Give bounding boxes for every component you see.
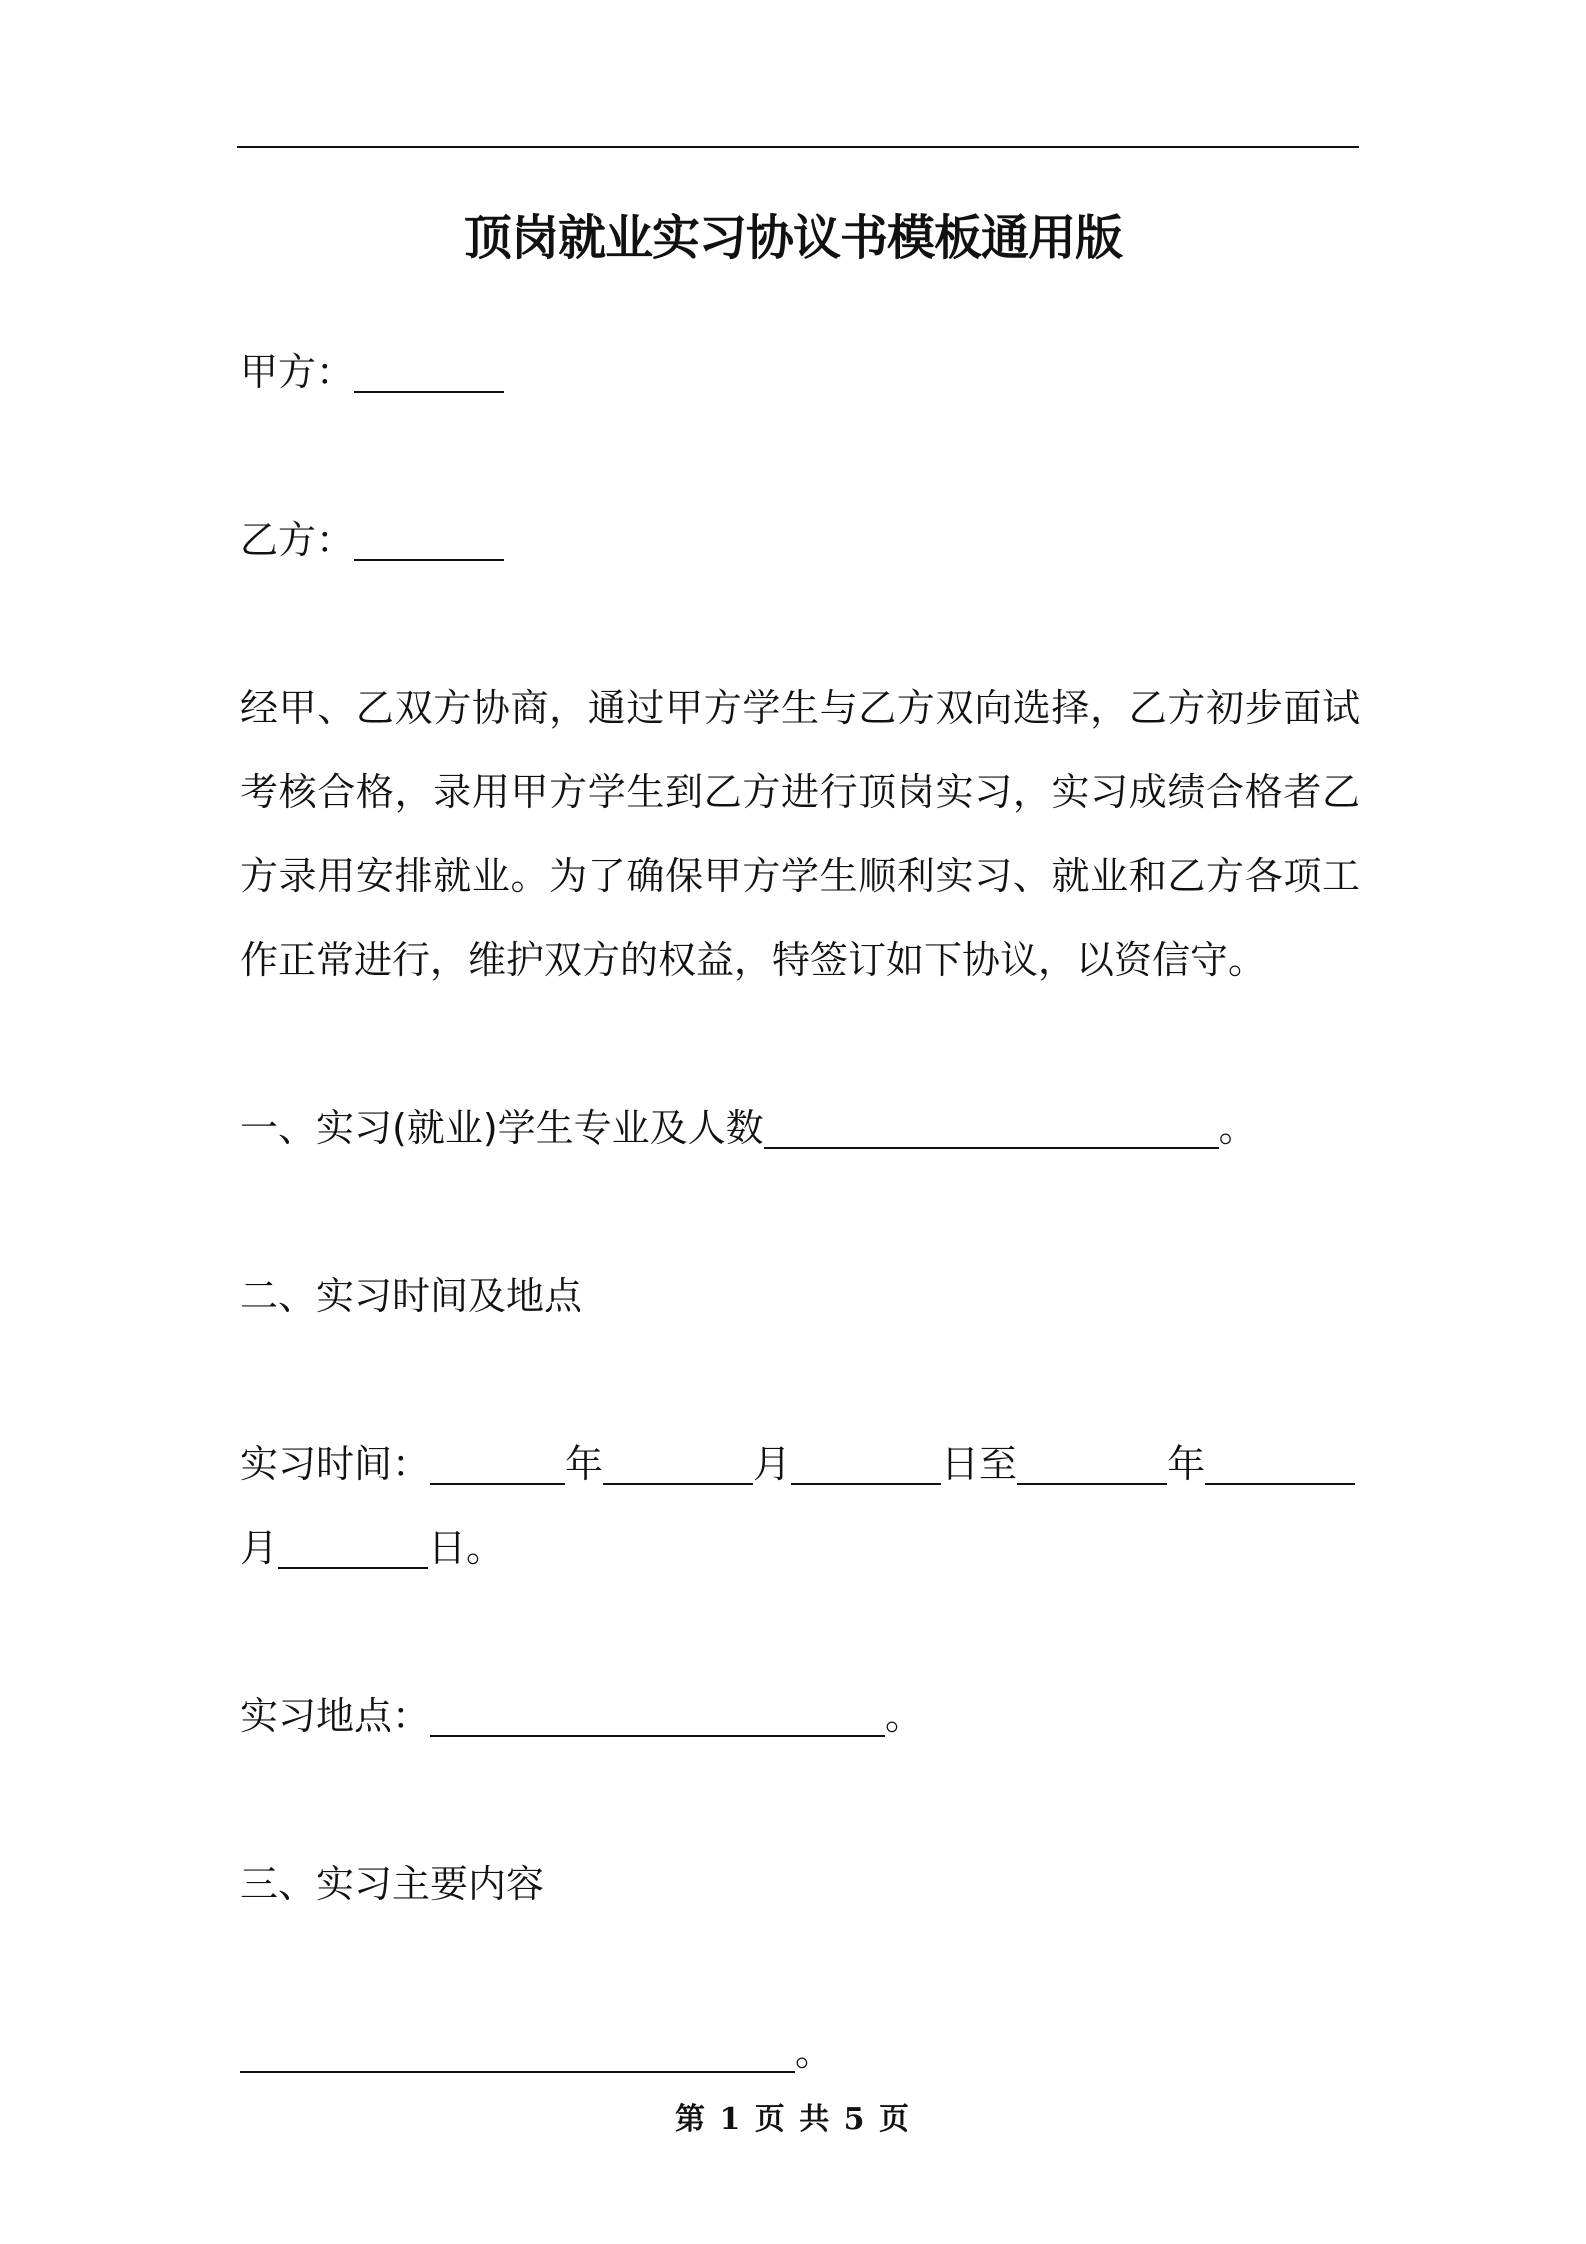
end-year-unit: 年 [1167,1442,1206,1486]
party-b-blank[interactable] [354,519,504,561]
start-day-blank[interactable] [791,1443,941,1485]
section-1-line [240,1086,1257,1170]
section-1-period: 。 [1218,1106,1257,1150]
start-year-blank[interactable] [430,1443,565,1485]
end-year-blank[interactable] [1017,1443,1167,1485]
student-count-blank[interactable] [764,1107,1219,1149]
place-label: 实习地点： [240,1694,431,1738]
header-rule [237,146,1359,148]
start-month-unit: 月 [753,1442,792,1486]
content-line [240,2010,833,2094]
party-a-label: 甲方： [240,350,355,394]
document-title: 顶岗就业实习协议书模板通用版 [463,210,1122,266]
time-label: 实习时间： [240,1442,431,1486]
start-month-blank[interactable] [603,1443,753,1485]
end-month-blank-part[interactable] [1205,1443,1355,1485]
party-a-line [240,330,504,414]
internship-time-line-1 [240,1422,1355,1506]
internship-time-line-2 [240,1506,504,1590]
start-day-unit: 日至 [941,1442,1018,1486]
place-blank[interactable] [430,1695,885,1737]
party-a-blank[interactable] [354,351,504,393]
section-3-heading: 三、实习主要内容 [240,1862,545,1906]
end-day-unit: 日。 [428,1526,505,1570]
content-blank[interactable] [240,2031,795,2073]
section-2-heading: 二、实习时间及地点 [240,1274,583,1318]
party-b-line [240,498,504,582]
page-footer: 第 1 页 共 5 页 [675,2102,911,2137]
content-period: 。 [795,2030,834,2074]
place-period: 。 [885,1694,924,1738]
end-month-unit: 月 [240,1526,279,1570]
internship-place-line [240,1674,923,1758]
intro-paragraph: 经甲、乙双方协商，通过甲方学生与乙方双向选择，乙方初步面试考核合格，录用甲方学生到乙方进行顶岗实习，实习成绩合格者乙方录用安排就业。为了确保甲方学生顺利实习、就业和乙方各项工作正常进行，维护双方的权益，特签订如下协议，以资信守。 [240,686,1360,982]
section-1-heading: 一、实习(就业)学生专业及人数 [240,1106,764,1150]
end-day-blank[interactable] [278,1527,428,1569]
party-b-label: 乙方： [240,518,355,562]
start-year-unit: 年 [565,1442,604,1486]
